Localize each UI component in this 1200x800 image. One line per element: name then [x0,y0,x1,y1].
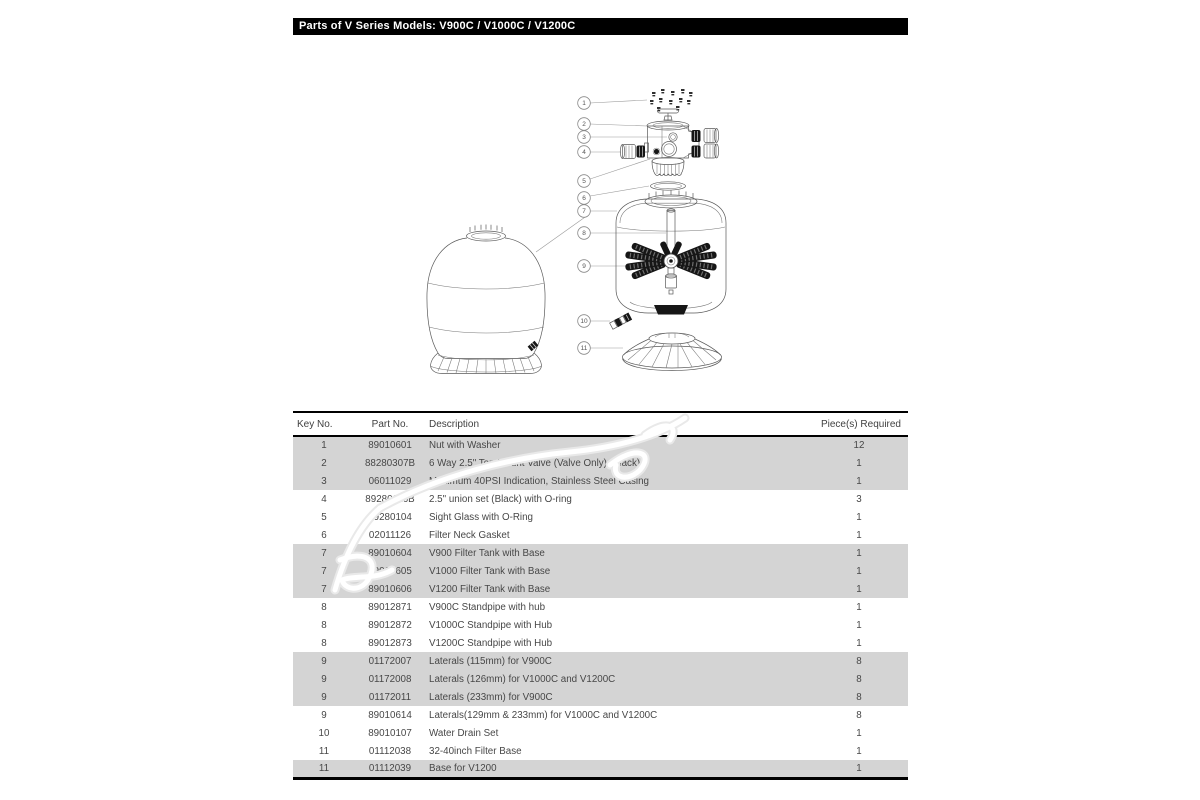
cell-part: 89280116B [365,493,415,505]
cell-part: 01112039 [368,762,412,774]
table-row [293,688,908,706]
cell-qty: 8 [856,691,862,703]
callout-number-7: 7 [582,208,586,216]
table-row [293,526,908,544]
table-row [293,652,908,670]
valve-diffuser [652,158,684,176]
valve-assembly [645,109,700,158]
callout-number-2: 2 [582,121,586,129]
table-row [293,706,908,724]
cell-desc: V900C Standpipe with hub [429,601,546,613]
cell-desc: Water Drain Set [429,727,499,739]
callout-number-5: 5 [582,178,586,186]
water-drain-set [609,313,632,330]
cell-desc: V1200C Standpipe with Hub [429,637,553,649]
column-header-key: Key No. [293,412,355,436]
cell-desc: V1200 Filter Tank with Base [429,583,551,595]
cell-desc: Base for V1200 [429,762,497,774]
cell-key: 10 [318,727,330,739]
callout-circles [578,97,591,355]
cell-qty: 1 [856,601,862,613]
cell-part: 89012871 [368,601,412,613]
cell-key: 7 [321,583,327,595]
cell-part: 89012872 [368,619,412,631]
cell-desc: V900 Filter Tank with Base [429,547,545,559]
cell-desc: Laterals (126mm) for V1000C and V1200C [429,673,616,685]
table-row [293,436,908,454]
cell-desc: 32-40inch Filter Base [429,745,522,757]
cell-part: 89280104 [368,511,412,523]
table-row [293,490,908,508]
table-row [293,616,908,634]
cell-part: 01172011 [368,691,412,703]
column-header-desc: Description [425,412,810,436]
cell-key: 11 [318,745,330,757]
cell-desc: Nut with Washer [429,440,501,451]
cell-qty: 8 [856,673,862,685]
cell-part: 89010601 [368,440,412,451]
neck-gasket [651,182,686,190]
cell-key: 6 [321,529,327,541]
cell-qty: 1 [856,457,862,469]
table-row [293,742,908,760]
parts-table [293,411,908,780]
cell-key: 5 [321,511,327,523]
cutaway-tank [616,190,726,315]
cell-key: 8 [321,601,327,613]
callout-number-6: 6 [582,195,586,203]
table-row [293,472,908,490]
cell-key: 7 [321,565,327,577]
cell-qty: 3 [856,493,862,505]
table-row [293,598,908,616]
cell-key: 7 [321,547,327,559]
cell-qty: 1 [856,762,862,774]
callout-number-11: 11 [580,345,588,353]
callout-number-4: 4 [582,149,586,157]
left-tank-drain [528,341,539,351]
cell-key: 9 [321,655,327,667]
cell-key: 9 [321,691,327,703]
cell-qty: 1 [856,727,862,739]
callout-number-10: 10 [580,318,588,326]
cell-qty: 1 [856,529,862,541]
table-row [293,670,908,688]
table-row [293,580,908,598]
cell-qty: 1 [856,745,862,757]
table-row [293,634,908,652]
page-title: Parts of V Series Models: V900C / V1000C / V1200C [293,18,908,35]
table-row [293,562,908,580]
cell-desc: Laterals (115mm) for V900C [429,655,552,667]
cell-qty: 1 [856,475,862,487]
cell-key: 4 [321,493,327,505]
cell-part: 01112038 [368,745,412,757]
cell-qty: 1 [856,511,862,523]
cell-key: 9 [321,709,327,721]
nut-cluster [650,89,693,111]
cell-part: 89010606 [368,583,412,595]
cell-part: 89010605 [368,565,412,577]
cell-desc: Laterals (233mm) for V900C [429,691,553,703]
cell-part: 89010614 [368,709,412,721]
cell-desc: 2.5" union set (Black) with O-ring [429,493,572,505]
cell-desc: 6 Way 2.5" Top Mount Valve (Valve Only) (Black) [429,457,641,469]
cell-qty: 8 [856,709,862,721]
cell-qty: 8 [856,655,862,667]
cell-qty: 1 [856,619,862,631]
cell-part: 89010107 [368,727,412,739]
column-header-part: Part No. [355,412,425,436]
cell-key: 2 [321,457,327,469]
cell-qty: 12 [853,440,865,451]
callout-number-1: 1 [582,100,586,108]
left-tank-base [431,353,542,374]
table-row [293,724,908,742]
complete-tank [427,225,545,374]
cell-part: 01172007 [368,655,412,667]
cell-key: 8 [321,619,327,631]
cell-key: 3 [321,475,327,487]
parts-table-rows [293,436,908,778]
cell-key: 8 [321,637,327,649]
cell-part: 02011126 [368,529,412,541]
column-header-qty: Piece(s) Required [810,412,908,436]
cell-desc: Filter Neck Gasket [429,529,510,541]
cell-part: 01172008 [368,673,412,685]
cell-qty: 1 [856,583,862,595]
cell-part: 89010604 [368,547,412,559]
cell-desc: V1000 Filter Tank with Base [429,565,551,577]
cell-qty: 1 [856,565,862,577]
cell-qty: 1 [856,547,862,559]
cell-desc: Maximum 40PSI Indication, Stainless Steel Casing [429,475,649,487]
cell-part: 06011029 [368,475,412,487]
table-row [293,454,908,472]
parts-table-header [293,412,908,436]
cell-qty: 1 [856,637,862,649]
cell-part: 89012873 [368,637,412,649]
table-row [293,508,908,526]
cell-key: 9 [321,673,327,685]
cell-part: 88280307B [364,457,416,469]
table-row [293,544,908,562]
cell-desc: V1000C Standpipe with Hub [429,619,553,631]
filter-base [623,333,722,371]
exploded-parts-diagram [400,55,790,395]
cell-key: 1 [321,440,327,451]
callout-number-3: 3 [582,134,586,142]
table-row [293,760,908,778]
callout-number-8: 8 [582,230,586,238]
callout-number-9: 9 [582,263,586,271]
cell-key: 11 [318,762,330,774]
header-row [293,412,908,436]
cell-desc: Laterals(129mm & 233mm) for V1000C and V1200C [429,709,658,721]
cell-desc: Sight Glass with O-Ring [429,511,533,523]
